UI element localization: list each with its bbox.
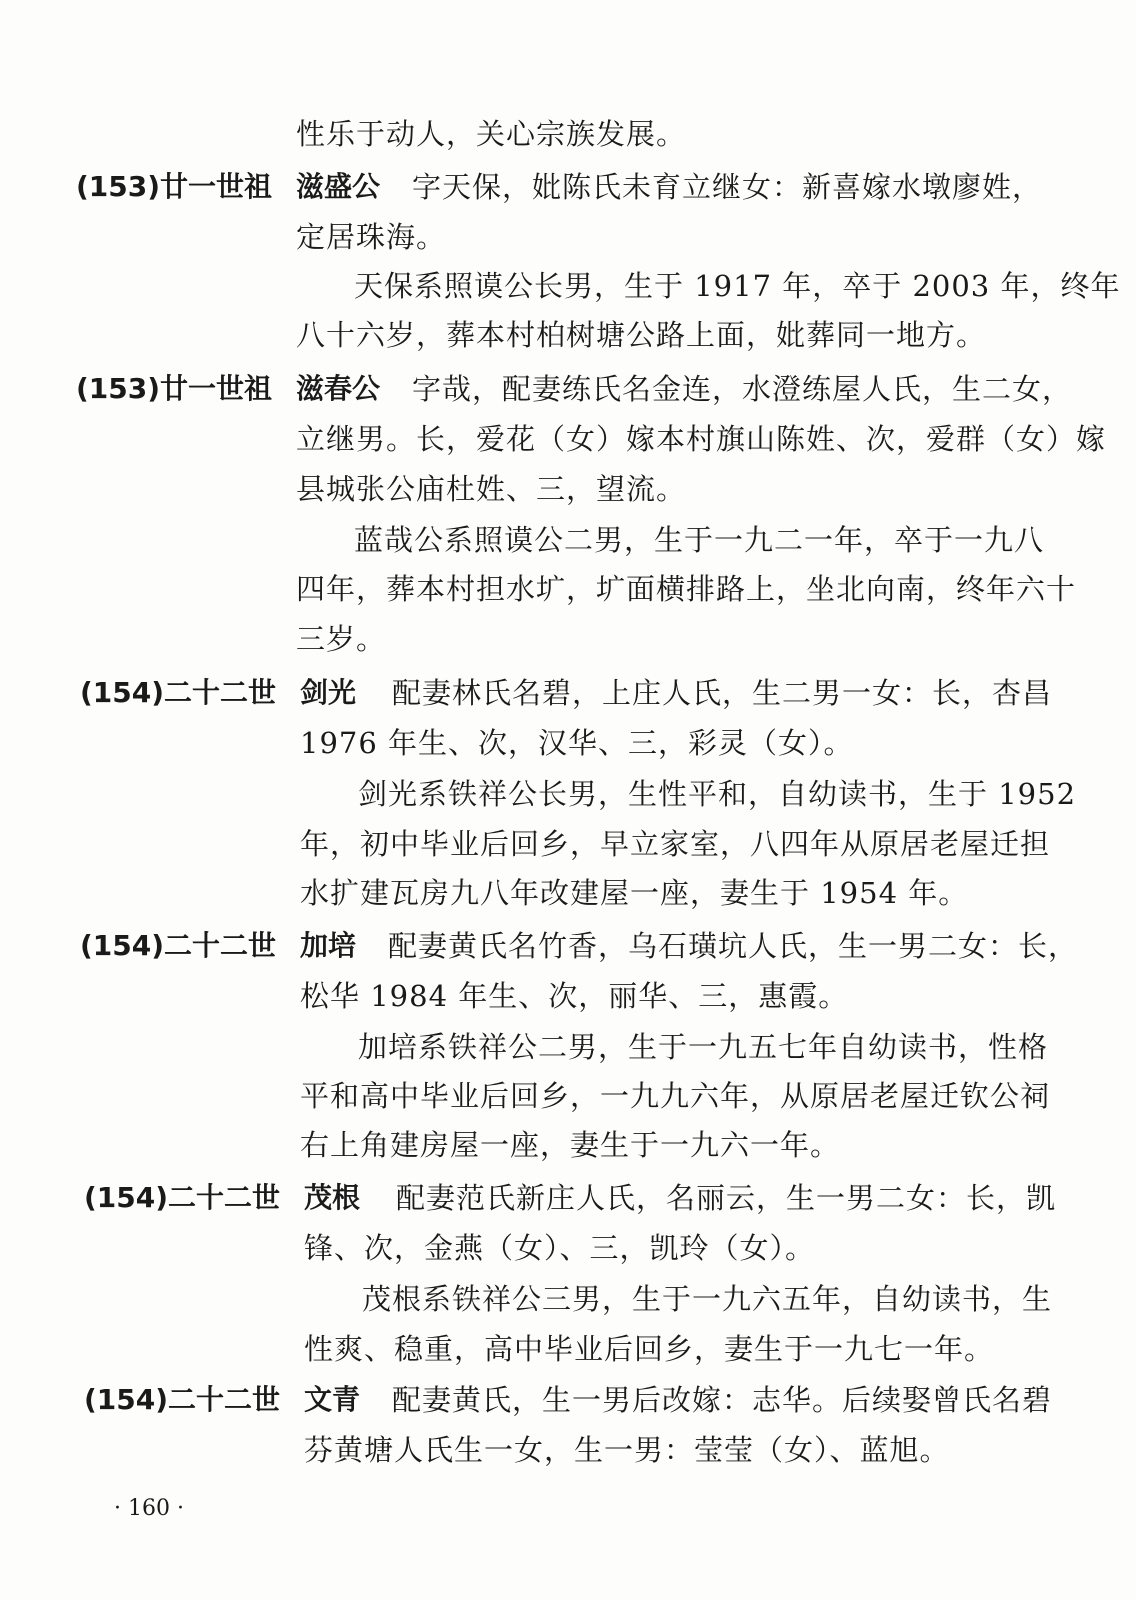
entry-text-line: 芬黄塘人氏生一女，生一男：莹莹（女）、蓝旭。 — [304, 1433, 950, 1467]
entry-bio-line: 八十六岁，葬本村柏树塘公路上面，妣葬同一地方。 — [296, 318, 987, 352]
entry-text-line: 字哉，配妻练氏名金连，水澄练屋人氏，生二女， — [412, 372, 1073, 406]
entry-text-line: 定居珠海。 — [296, 220, 447, 254]
entry-bio-line: 天保系照谟公长男，生于 1917 年，卒于 2003 年，终年 — [354, 269, 1121, 303]
page-number: · 160 · — [114, 1496, 184, 1521]
entry-bio-line: 四年，葬本村担水圹，圹面横排路上，坐北向南，终年六十 — [296, 572, 1077, 606]
entry-generation-label: (153)廿一世祖 — [76, 372, 273, 405]
entry-bio-line: 剑光系铁祥公长男，生性平和，自幼读书，生于 1952 — [358, 777, 1077, 811]
entry-person-name: 茂根 — [304, 1181, 361, 1214]
entry-bio-line: 三岁。 — [296, 622, 387, 656]
entry-bio-line: 蓝哉公系照谟公二男，生于一九二一年，卒于一九八 — [354, 523, 1045, 557]
entry-text-line: 松华 1984 年生、次，丽华、三，惠霞。 — [300, 979, 849, 1013]
entry-person-name: 加培 — [300, 929, 357, 962]
entry-text-line: 配妻黄氏，生一男后改嫁：志华。后续娶曾氏名碧 — [392, 1383, 1053, 1417]
entry-text-line: 字天保，妣陈氏未育立继女：新喜嫁水墩廖姓， — [412, 170, 1043, 204]
entry-bio-line: 加培系铁祥公二男，生于一九五七年自幼读书，性格 — [358, 1030, 1049, 1064]
entry-text-line: 配妻林氏名碧，上庄人氏，生二男一女：长，杏昌 — [392, 676, 1053, 710]
intro-line: 性乐于动人，关心宗族发展。 — [296, 117, 687, 151]
entry-text-line: 锋、次，金燕（女）、三，凯玲（女）。 — [304, 1231, 816, 1265]
entry-person-name: 剑光 — [300, 676, 357, 709]
entry-text-line: 配妻黄氏名竹香，乌石璜坑人氏，生一男二女：长， — [388, 929, 1079, 963]
entry-bio-line: 年，初中毕业后回乡，早立家室，八四年从原居老屋迁担 — [300, 827, 1051, 861]
entry-bio-line: 水扩建瓦房九八年改建屋一座，妻生于 1954 年。 — [300, 876, 969, 910]
entry-generation-label: (154)二十二世 — [80, 929, 277, 962]
entry-text-line: 县城张公庙杜姓、三，望流。 — [296, 472, 687, 506]
entry-bio-line: 右上角建房屋一座，妻生于一九六一年。 — [300, 1128, 841, 1162]
entry-bio-line: 平和高中毕业后回乡，一九九六年，从原居老屋迁钦公祠 — [300, 1079, 1051, 1113]
entry-text-line: 1976 年生、次，汉华、三，彩灵（女）。 — [300, 726, 854, 760]
entry-text-line: 配妻范氏新庄人氏，名丽云，生一男二女：长，凯 — [396, 1181, 1057, 1215]
entry-bio-line: 茂根系铁祥公三男，生于一九六五年，自幼读书，生 — [362, 1282, 1053, 1316]
entry-text-line: 立继男。长，爱花（女）嫁本村旗山陈姓、次，爱群（女）嫁 — [296, 422, 1107, 456]
entry-generation-label: (153)廿一世祖 — [76, 170, 273, 203]
entry-person-name: 文青 — [304, 1383, 361, 1416]
entry-generation-label: (154)二十二世 — [84, 1383, 281, 1416]
entry-person-name: 滋春公 — [296, 372, 381, 405]
entry-generation-label: (154)二十二世 — [84, 1181, 281, 1214]
entry-bio-line: 性爽、稳重，高中毕业后回乡，妻生于一九七一年。 — [304, 1332, 995, 1366]
entry-person-name: 滋盛公 — [296, 170, 381, 203]
entry-generation-label: (154)二十二世 — [80, 676, 277, 709]
